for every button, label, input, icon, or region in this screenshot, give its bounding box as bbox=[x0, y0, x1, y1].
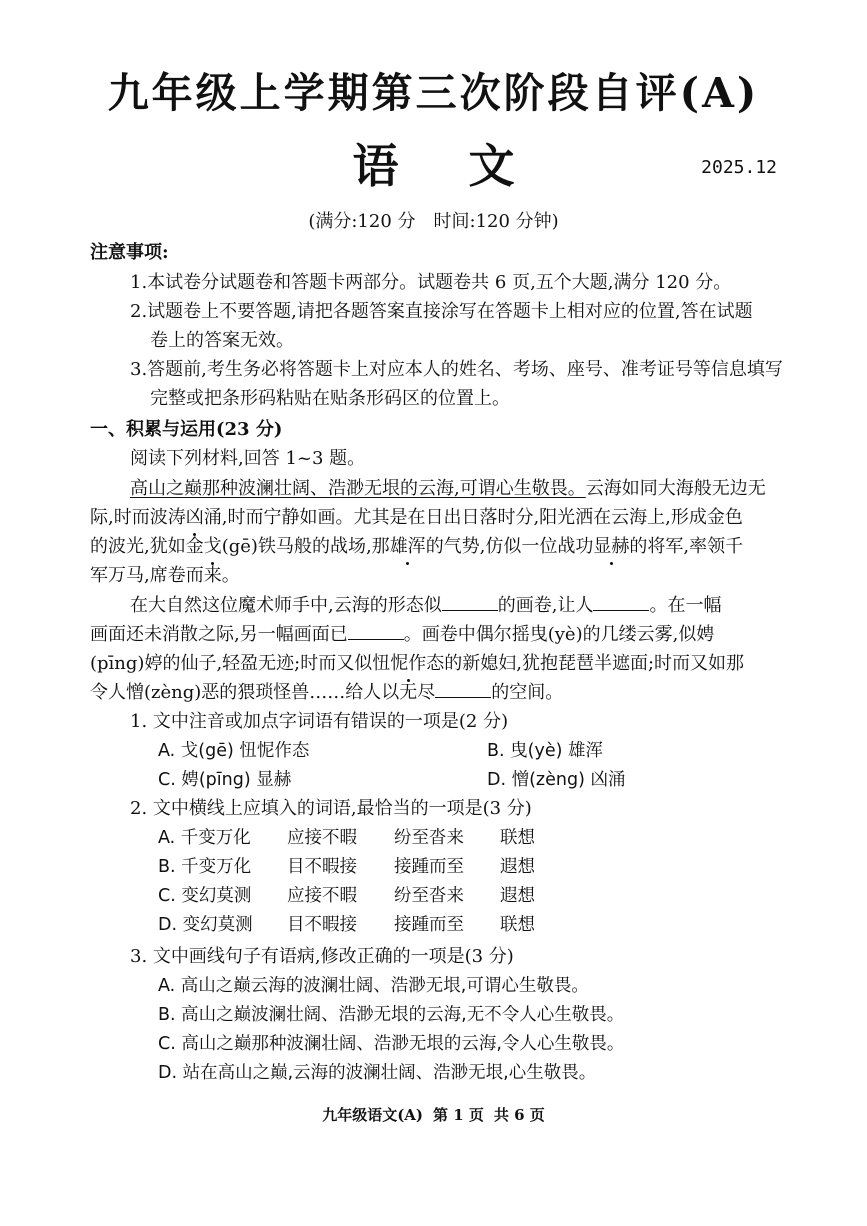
q2-option-label: C. 变幻莫测 bbox=[158, 886, 252, 906]
exam-date: 2025.12 bbox=[701, 157, 777, 178]
footer-subject: 九年级语文(A) bbox=[322, 1106, 424, 1124]
q2-option-word: 接踵而至 bbox=[394, 915, 464, 935]
q1-option-d: D. 憎(zèng) 凶涌 bbox=[487, 770, 626, 790]
q1-option-c: C. 娉(pīng) 显赫 bbox=[158, 770, 292, 790]
q2-option-word: 目不暇接 bbox=[287, 857, 357, 877]
passage-p2-line-1: 在大自然这位魔术师手中,云海的形态似 的画卷,让人 。在一幅 bbox=[130, 595, 722, 616]
time-info: 时间:120 分钟) bbox=[433, 211, 559, 232]
blank-2 bbox=[593, 594, 649, 611]
q2-option-label: B. 千变万化 bbox=[158, 857, 252, 877]
section-intro: 阅读下列材料,回答 1~3 题。 bbox=[130, 448, 366, 469]
q2-option-word: 联想 bbox=[500, 915, 535, 935]
question-1-stem: 1. 文中注音或加点字词语有错误的一项是(2 分) bbox=[130, 711, 509, 732]
blank-1 bbox=[442, 594, 498, 611]
blank-4 bbox=[435, 681, 491, 698]
q2-option-word: 纷至沓来 bbox=[394, 828, 464, 848]
passage-p2-line-3: (pīng)婷的仙子,轻盈无迹;时而又似忸怩作态的新媳妇,犹抱琵琶半遮面;时而又如那 bbox=[90, 653, 745, 674]
subject-char-1: 语 bbox=[352, 139, 399, 193]
exam-meta bbox=[0, 207, 867, 233]
q3-option-d: D. 站在高山之巅,云海的波澜壮阔、浩渺无垠,心生敬畏。 bbox=[158, 1063, 597, 1083]
q3-option-c: C. 高山之巅那种波澜壮阔、浩渺无垠的云海,令人心生敬畏。 bbox=[158, 1034, 625, 1054]
passage-p1-line-3: 的波光,犹如金戈(gē)铁马般的战场,那雄浑的气势,仿似一位战功显赫的将军,率领千 bbox=[90, 536, 744, 557]
passage-p2-line-2: 画面还未消散之际,另一幅画面已 。画卷中偶尔摇曳(yè)的几缕云雾,似娉 bbox=[90, 624, 715, 645]
q2-option-word: 遐想 bbox=[500, 857, 535, 877]
footer-total: 共 6 页 bbox=[493, 1106, 545, 1124]
underlined-sentence: 高山之巅那种波澜壮阔、浩渺无垠的云海,可谓心生敬畏。 bbox=[130, 478, 586, 499]
notes-item-3b: 完整或把条形码粘贴在贴条形码区的位置上。 bbox=[150, 388, 510, 409]
dotted-word: 忸怩作态 bbox=[372, 653, 445, 674]
passage-p1-line-4: 军万马,席卷而来。 bbox=[90, 565, 240, 586]
question-3-stem: 3. 文中画线句子有语病,修改正确的一项是(3 分) bbox=[130, 946, 514, 967]
dotted-word: 雄浑 bbox=[389, 536, 426, 557]
q2-option-word: 纷至沓来 bbox=[394, 886, 464, 906]
footer-page: 第 1 页 bbox=[433, 1106, 484, 1124]
dotted-word: 显赫 bbox=[593, 536, 630, 557]
q2-option-word: 接踵而至 bbox=[394, 857, 464, 877]
q1-option-a: A. 戈(gē) 忸怩作态 bbox=[158, 741, 310, 761]
q3-option-a: A. 高山之巅云海的波澜壮阔、浩渺无垠,可谓心生敬畏。 bbox=[158, 976, 589, 996]
exam-title: 九年级上学期第三次阶段自评(A) bbox=[107, 69, 760, 117]
q2-option-word: 遐想 bbox=[500, 886, 535, 906]
section-heading: 一、积累与运用(23 分) bbox=[90, 419, 283, 440]
q2-option-label: D. 变幻莫测 bbox=[158, 915, 253, 935]
q2-option-word: 联想 bbox=[500, 828, 535, 848]
q3-option-b: B. 高山之巅波澜壮阔、浩渺无垠的云海,无不令人心生敬畏。 bbox=[158, 1005, 625, 1025]
notes-item-2a: 2.试题卷上不要答题,请把各题答案直接涂写在答题卡上相对应的位置,答在试题 bbox=[130, 301, 753, 322]
q2-option-word: 目不暇接 bbox=[287, 915, 357, 935]
page-footer bbox=[0, 1104, 867, 1125]
passage-p1-line-1: 高山之巅那种波澜壮阔、浩渺无垠的云海,可谓心生敬畏。云海如同大海般无边无 bbox=[130, 478, 766, 499]
passage-p2-line-4: 令人憎(zèng)恶的猥琐怪兽……给人以无尽 的空间。 bbox=[90, 682, 564, 703]
subject-char-2: 文 bbox=[468, 139, 515, 193]
notes-item-1: 1.本试卷分试题卷和答题卡两部分。试题卷共 6 页,五个大题,满分 120 分。 bbox=[130, 272, 732, 293]
notes-heading: 注意事项: bbox=[90, 242, 169, 263]
q2-option-word: 应接不暇 bbox=[287, 886, 357, 906]
notes-item-2b: 卷上的答案无效。 bbox=[150, 330, 294, 351]
q2-option-label: A. 千变万化 bbox=[158, 828, 251, 848]
q2-option-word: 应接不暇 bbox=[287, 828, 357, 848]
q1-option-b: B. 曳(yè) 雄浑 bbox=[487, 741, 603, 761]
dotted-char: 戈 bbox=[203, 536, 222, 557]
dotted-char: 凶 bbox=[185, 507, 204, 528]
score-info: (满分:120 分 bbox=[308, 211, 416, 232]
passage-p1-line-2: 际,时而波涛凶涌,时而宁静如画。尤其是在日出日落时分,阳光洒在云海上,形成金色 bbox=[90, 507, 743, 528]
question-2-stem: 2. 文中横线上应填入的词语,最恰当的一项是(3 分) bbox=[130, 798, 532, 819]
notes-item-3a: 3.答题前,考生务必将答题卡上对应本人的姓名、考场、座号、准考证号等信息填写 bbox=[130, 359, 783, 380]
blank-3 bbox=[348, 623, 404, 640]
